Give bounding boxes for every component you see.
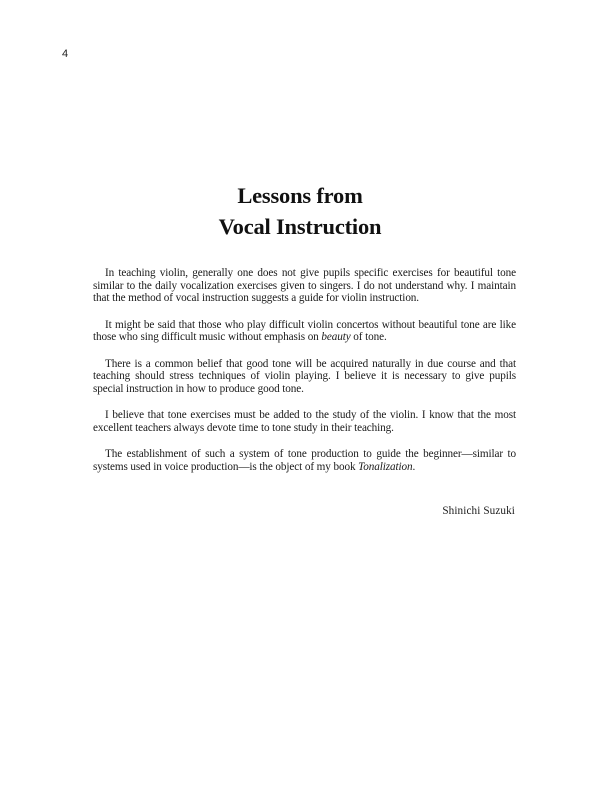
page-number: 4 (62, 48, 69, 60)
title-line-2: Vocal Instruction (218, 214, 382, 239)
book-title: Tonalization (358, 460, 413, 473)
page-title (0, 180, 600, 242)
paragraph-5-text-before: The establishment of such a system of tone production to guide the beginner—similar to systems used in voice production—is the object of my book (93, 448, 516, 473)
paragraph-2 (93, 319, 516, 344)
paragraph-5-text-after: . (412, 460, 416, 473)
author-signature: Shinichi Suzuki (442, 505, 515, 517)
paragraph-2-text-after: of tone. (350, 331, 387, 343)
paragraph-2-emphasis: beauty (321, 331, 351, 343)
title-line-1: Lessons from (237, 183, 363, 208)
paragraph-2-text-before: It might be said that those who play difficult violin concertos without beautiful tone are like those who sing difficult music without emphasis on (93, 318, 516, 343)
body-text (93, 267, 516, 473)
paragraph-4: I believe that tone exercises must be added to the study of the violin. I know that the most excellent teachers always devote time to tone study in their teaching. (93, 409, 516, 434)
paragraph-1: In teaching violin, generally one does not give pupils specific exercises for beautiful tone similar to the daily vocalization exercises given to singers. I do not understand why. I maintain that the method of vocal instruction suggests a guide for violin instruction. (93, 267, 516, 304)
paragraph-3: There is a common belief that good tone will be acquired naturally in due course and that teaching should stress techniques of violin playing. I believe it is necessary to give pupils special instruction in how to produce good tone. (93, 357, 516, 395)
paragraph-5 (93, 448, 516, 473)
